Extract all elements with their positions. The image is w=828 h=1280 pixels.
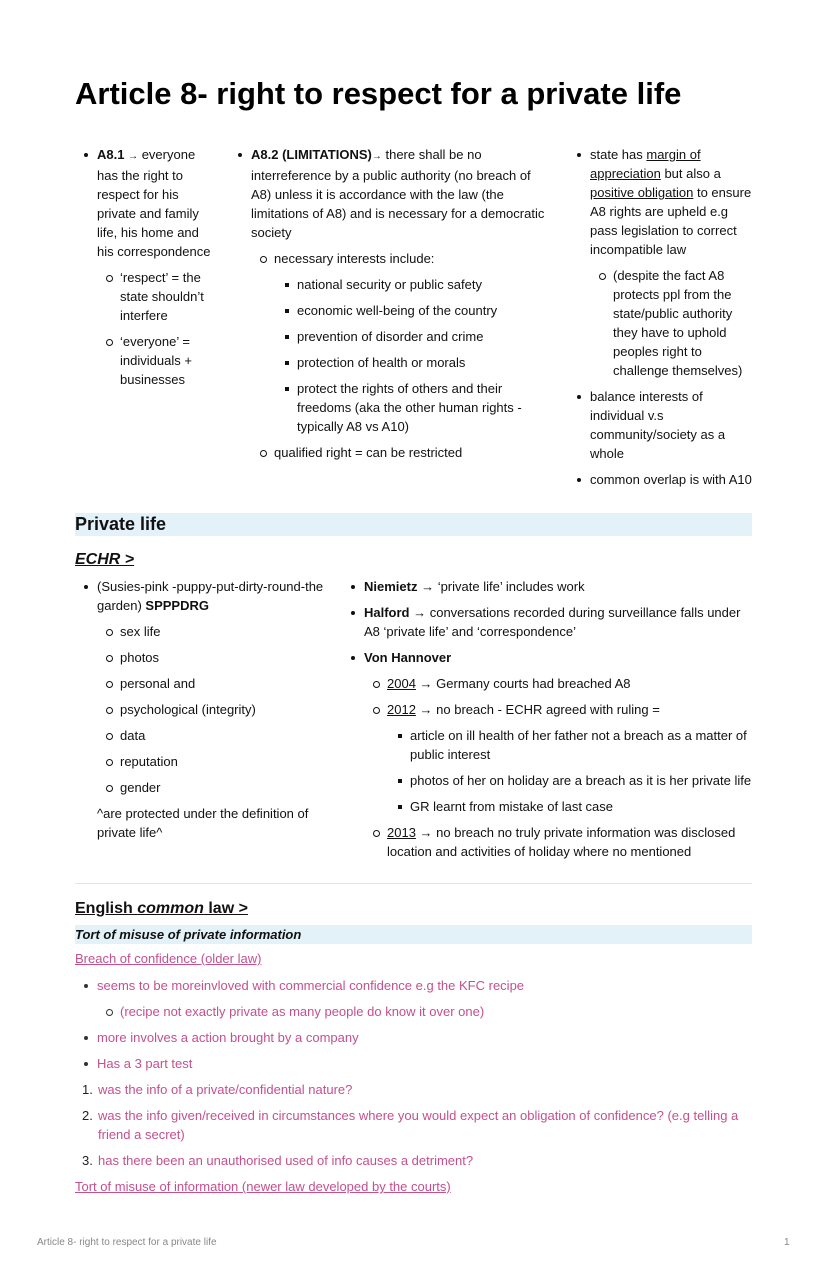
list-item [251,249,547,436]
list-item [75,1054,755,1073]
list-item [75,577,330,842]
arrow-icon: → [128,151,139,162]
year: 2004 [387,676,416,691]
list-item [75,145,215,389]
text: but also a [660,166,721,181]
list-item: protect the rights of others and their freedoms (aka the other human rights - typically A8 vs A10) [274,379,547,436]
case-text: → conversations recorded during surveillance falls under A8 ‘private life’ and ‘correspondence’ [364,605,741,639]
tort-heading: Tort of misuse of private information [75,927,302,942]
echr-right-column [342,577,754,868]
footer-title: Article 8- right to respect for a private life [37,1237,217,1248]
list-item: sex life [97,622,330,641]
list-item [229,145,547,462]
list-item: data [97,726,330,745]
list-item: GR learnt from mistake of last case [387,797,754,816]
item-text: seems to be moreinvloved with commercial confidence e.g the KFC recipe [97,978,525,993]
case-text: → no breach no truly private information was disclosed location and activities of holiday where no mentioned [387,825,736,859]
obligation-column [568,145,754,496]
a81-text: everyone has the right to respect for his private and family life, his home and his correspondence [97,147,211,259]
margin-of-appreciation: margin of appreciation [590,147,701,181]
list-item: (despite the fact A8 protects ppl from the state/public authority they have to uphold peoples right to challenge themselves) [590,266,754,380]
heading-text: law > [203,900,248,917]
text: to ensure A8 rights are upheld e.g pass legislation to correct incompatible law [590,185,752,257]
list-item: photos [97,648,330,667]
test-text: was the info given/received in circumstances where you would expect an obligation of confidence? (e.g telling a friend a secret) [98,1108,739,1142]
a82-text: there shall be no interreference by a public authority (no breach of A8) unless it is accordance with the law (the limitations of A8) and is necessary for a democratic society [251,147,545,240]
page-number: 1 [784,1237,790,1248]
a81-column [75,145,215,396]
case-name: Von Hannover [364,650,452,665]
number: 1. [82,1082,93,1097]
arrow-icon: → [371,151,382,162]
list-item: national security or public safety [274,275,547,294]
echr-heading: ECHR > [75,551,135,568]
item-text: Has a 3 part test [97,1056,193,1071]
list-item: (recipe not exactly private as many people do know it over one) [97,1002,755,1021]
case-name: Halford [364,605,410,620]
list-item: photos of her on holiday are a breach as it is her private life [387,771,754,790]
positive-obligation: positive obligation [590,185,694,200]
page-title: Article 8- right to respect for a private life [75,76,682,111]
interests-label: necessary interests include: [274,251,435,266]
echr-left-column [75,577,330,849]
list-item: reputation [97,752,330,771]
private-life-heading: Private life [75,514,167,534]
text: state has [590,147,647,162]
test-item [53,1080,755,1099]
protected-note: ^are protected under the definition of private life^ [97,806,309,840]
common-law-heading [75,899,248,919]
list-item [75,976,755,1021]
tort-of-misuse-link[interactable]: Tort of misuse of information (newer law developed by the courts) [75,1179,451,1194]
list-item: ‘everyone’ = individuals + businesses [97,332,215,389]
heading-text: common [137,900,204,917]
list-item: prevention of disorder and crime [274,327,547,346]
divider [75,883,752,884]
list-item: gender [97,778,330,797]
list-item [342,603,754,641]
case-text: → no breach - ECHR agreed with ruling = [415,702,660,717]
list-item: ‘respect’ = the state shouldn’t interfere [97,268,215,325]
number: 3. [82,1153,93,1168]
common-law-body [75,949,755,1196]
list-item [568,145,754,380]
case-text: → Germany courts had breached A8 [415,676,631,691]
list-item: protection of health or morals [274,353,547,372]
list-item [342,648,754,861]
case-text: → ‘private life’ includes work [417,579,585,594]
heading-text: English [75,900,138,917]
year: 2013 [387,825,416,840]
list-item [342,577,754,596]
test-item [53,1106,755,1144]
list-item: more involves a action brought by a company [75,1028,755,1047]
list-item [364,823,754,861]
test-item [53,1151,755,1170]
list-item [364,700,754,816]
private-life-band [75,513,752,536]
case-name: Niemietz [364,579,418,594]
list-item: personal and [97,674,330,693]
list-item: balance interests of individual v.s community/society as a whole [568,387,754,463]
list-item: economic well-being of the country [274,301,547,320]
list-item: article on ill health of her father not a breach as a matter of public interest [387,726,754,764]
breach-of-confidence-link[interactable]: Breach of confidence (older law) [75,951,262,966]
list-item: common overlap is with A10 [568,470,754,489]
test-text: was the info of a private/confidential nature? [98,1082,353,1097]
mnemonic: SPPPDRG [145,598,209,613]
list-item [364,674,754,693]
a81-label: A8.1 [97,147,125,162]
list-item: qualified right = can be restricted [251,443,547,462]
mnemonic-text: (Susies-pink -puppy-put-dirty-round-the garden) [97,579,324,613]
test-text: has there been an unauthorised used of info causes a detriment? [98,1153,474,1168]
a82-label: A8.2 (LIMITATIONS) [251,147,372,162]
a82-column [229,145,547,469]
list-item: psychological (integrity) [97,700,330,719]
year: 2012 [387,702,416,717]
number: 2. [82,1108,93,1123]
